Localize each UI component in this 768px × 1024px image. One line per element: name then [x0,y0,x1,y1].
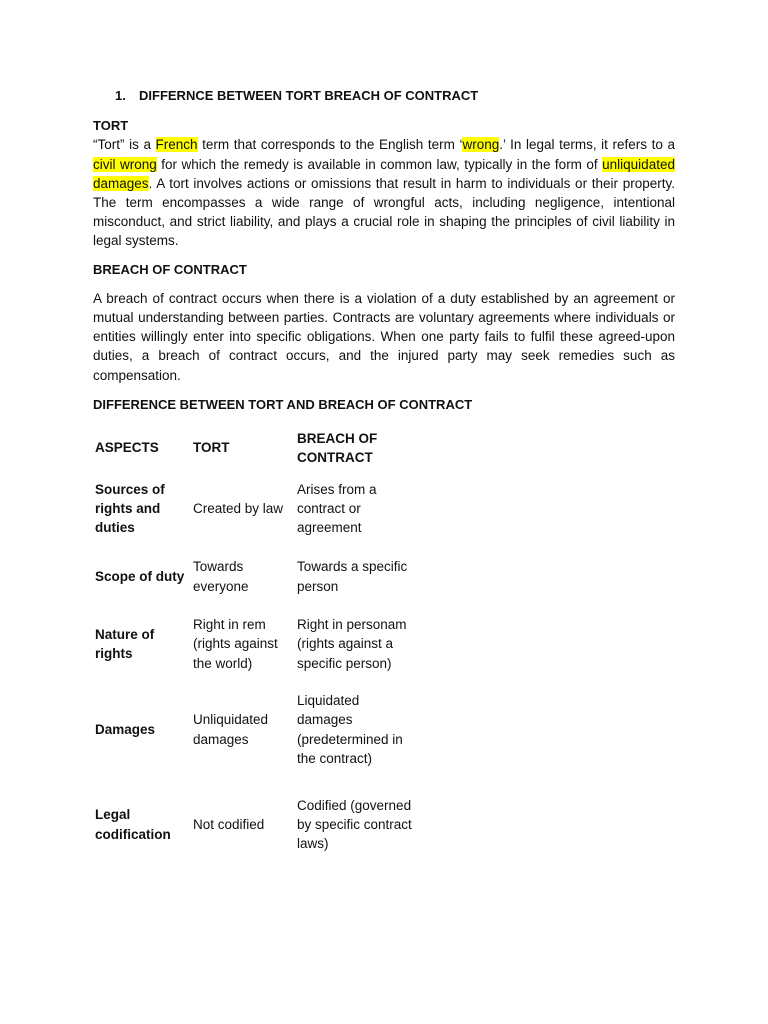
table-cell-aspect: Scope of duty [95,568,185,584]
tort-text-c: .’ In legal terms, it refers to a [499,137,675,153]
highlight-unliquidated-damages: unliquidated damages [93,156,675,191]
highlight-wrong: wrong [462,137,500,153]
table-cell-tort: Unliquidated damages [193,712,269,747]
table-cell-breach: Right in personam (rights against a specific person) [297,617,407,671]
highlight-french: French [155,137,198,153]
table-row [91,682,421,777]
table-cell-breach: Codified (governed by specific contract laws) [297,797,412,852]
table-header-cell: TORT [193,440,230,456]
difference-heading: DIFFERENCE BETWEEN TORT AND BREACH OF CONTRACT [93,396,473,412]
table-cell-breach: Arises from a contract or agreement [297,481,377,536]
tort-text-b: term that corresponds to the English term ‘ [197,137,463,153]
table-cell-aspect: Sources of rights and duties [95,481,165,536]
breach-heading: BREACH OF CONTRACT [93,261,247,277]
highlight-civil-wrong: civil wrong [93,156,157,172]
tort-heading: TORT [93,118,129,134]
tort-text-d: for which the remedy is available in common law, typically in the form of [156,156,603,172]
table-header-row [91,426,421,470]
table-row [91,547,421,606]
comparison-table [91,426,421,872]
table-cell-aspect: Damages [95,721,156,737]
table-row [91,777,421,872]
table-header-cell: ASPECTS [95,440,159,456]
section-number: 1. [115,88,126,103]
section-heading [115,86,675,105]
tort-text-a: “Tort” is a [93,137,156,153]
table-cell-aspect: Legal codification [95,807,171,842]
table-cell-tort: Created by law [193,500,284,516]
table-cell-aspect: Nature of rights [95,626,155,661]
breach-paragraph: A breach of contract occurs when there is a violation of a duty established by an agreement or mutual understanding between parties. Contracts are voluntary agreements where individuals or entities willingly enter into specific obligations. When one party fails to fulfil these agreed-upon duties, a breach of contract occurs, and the injured party may seek remedies such as compensation. [93,290,675,383]
table-cell-tort: Not codified [193,816,265,832]
section-title: DIFFERNCE BETWEEN TORT BREACH OF CONTRACT [139,88,479,103]
table-row [91,606,421,682]
table-row [91,470,421,547]
table-header-cell: BREACH OF CONTRACT [297,430,378,465]
table-cell-breach: Towards a specific person [297,559,408,594]
table-cell-breach: Liquidated damages (predetermined in the contract) [297,693,403,766]
table-cell-tort: Right in rem (rights against the world) [193,617,278,671]
tort-text-e: . A tort involves actions or omissions that result in harm to individuals or their property. The term encompasses a wide range of wrongful acts, including negligence, intentional misconduct, and strict liability, and plays a crucial role in shaping the principles of civil liability in legal systems. [93,175,675,249]
document-content [93,86,675,414]
tort-paragraph [93,135,675,250]
table-cell-tort: Towards everyone [193,559,249,594]
